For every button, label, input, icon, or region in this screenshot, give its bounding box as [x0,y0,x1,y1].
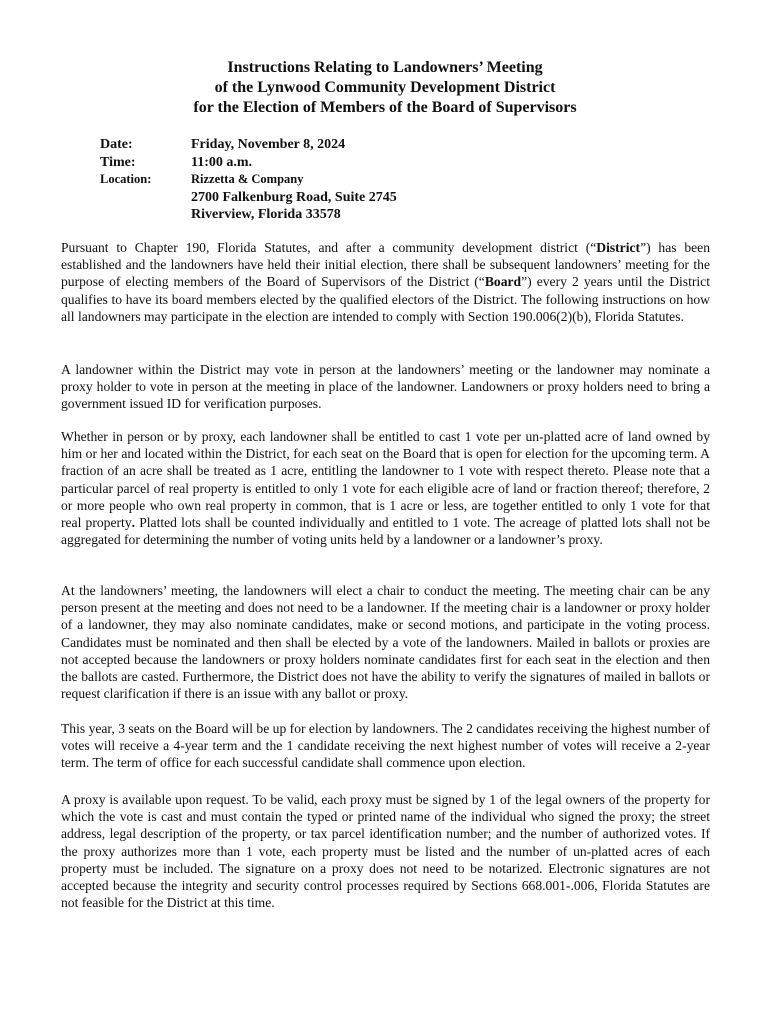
location-line-3: Riverview, Florida 33578 [191,207,341,222]
paragraph-meeting-chair: At the landowners’ meeting, the landowners will elect a chair to conduct the meeting. The meeting chair can be any person present at the meeting and does not need to be a landowner. If the meeting chair is a landowner or proxy holder of a landowner, they may also nominate candidates, make or second motions, and participate in the voting process. Candidates must be nominated and then shall be elected by a vote of the landowners. Mailed in ballots or proxies are not accepted because the landowners or proxy holders nominate candidates first for each seat in the election and then the ballots are casted. Furthermore, the District does not have the ability to verify the signatures of mailed in ballots or request clarification if there is an issue with any ballot or proxy. [61,583,710,702]
date-row [100,136,397,154]
time-value: 11:00 a.m. [191,154,253,170]
p3-text-a: Whether in person or by proxy, each landowner shall be entitled to cast 1 vote per un-platted acre of land owned by him or her and located within the District, for each seat on the Board that is open for election for the upcoming term. A fraction of an acre shall be treated as 1 acre, entitling the landowner to 1 vote with respect thereto. Please note that a particular parcel of real property is entitled to only 1 vote for each eligible acre of land or fraction thereof; therefore, 2 or more people who own real property in common, that is 1 acre or less, are together entitled to only 1 vote for that real property [61,429,710,531]
time-label: Time: [100,154,136,170]
location-row [100,171,397,189]
date-value: Friday, November 8, 2024 [191,137,346,152]
p1-text-c: ”) every 2 years until the District qualifies to have its board members elected by the qualified electors of the District. The following instructions on how all landowners may participate in the election are intended to comply with Section 190.006(2)(b), Florida Statutes. [61,274,710,324]
meeting-details [100,136,397,224]
paragraph-voting-in-person: A landowner within the District may vote in person at the landowners’ meeting or the landowner may nominate a proxy holder to vote in person at the meeting in place of the landowner. Landowners or proxy holders need to bring a government issued ID for verification purposes. [61,362,710,412]
p3-text-b: Platted lots shall be counted individually and entitled to 1 vote. The acreage of platted lots shall not be aggregated for determining the number of voting units held by a landowner or a landowner’s proxy. [61,515,711,548]
location-row-3 [100,206,397,224]
date-label: Date: [100,137,133,152]
paragraph-votes-per-acre [61,428,710,548]
location-row-2 [100,189,397,207]
time-row [100,154,397,172]
location-label: Location: [100,172,152,186]
paragraph-seats-up-for-election: This year, 3 seats on the Board will be up for election by landowners. The 2 candidates receiving the highest number of votes will receive a 4-year term and the 1 candidate receiving the next highest number of votes will receive a 2-year term. The term of office for each successful candidate shall commence upon election. [61,721,710,771]
title-line-2: of the Lynwood Community Development District [214,79,556,96]
paragraph-statute [61,239,710,325]
p1-text-b: ”) has been established and the landowners have held their initial election, there shall be subsequent landowners’ meeting for the purpose of electing members of the Board of Supervisors of the District (“ [61,240,710,290]
title-line-3: for the Election of Members of the Board of Supervisors [193,99,577,116]
document-title [0,58,770,118]
p1-text-a: Pursuant to Chapter 190, Florida Statutes, and after a community development district (“ [61,240,597,255]
title-line-1: Instructions Relating to Landowners’ Meeting [227,59,543,76]
p1-district-term: District [596,240,641,255]
location-line-2: 2700 Falkenburg Road, Suite 2745 [191,189,397,205]
paragraph-proxy-requirements: A proxy is available upon request. To be valid, each proxy must be signed by 1 of the legal owners of the property for which the vote is cast and must contain the typed or printed name of the individual who signed the proxy; the street address, legal description of the property, or tax parcel identification number; and the number of authorized votes. If the proxy authorizes more than 1 vote, each property must be listed and the number of un-platted acres of each property must be included. The signature on a proxy does not need to be notarized. Electronic signatures are not accepted because the integrity and security control processes required by Sections 668.001-.006, Florida Statutes are not feasible for the District at this time. [61,792,710,911]
p3-bold-period: . [131,515,136,531]
p1-board-term: Board [484,274,522,290]
location-line-1: Rizzetta & Company [191,172,304,186]
